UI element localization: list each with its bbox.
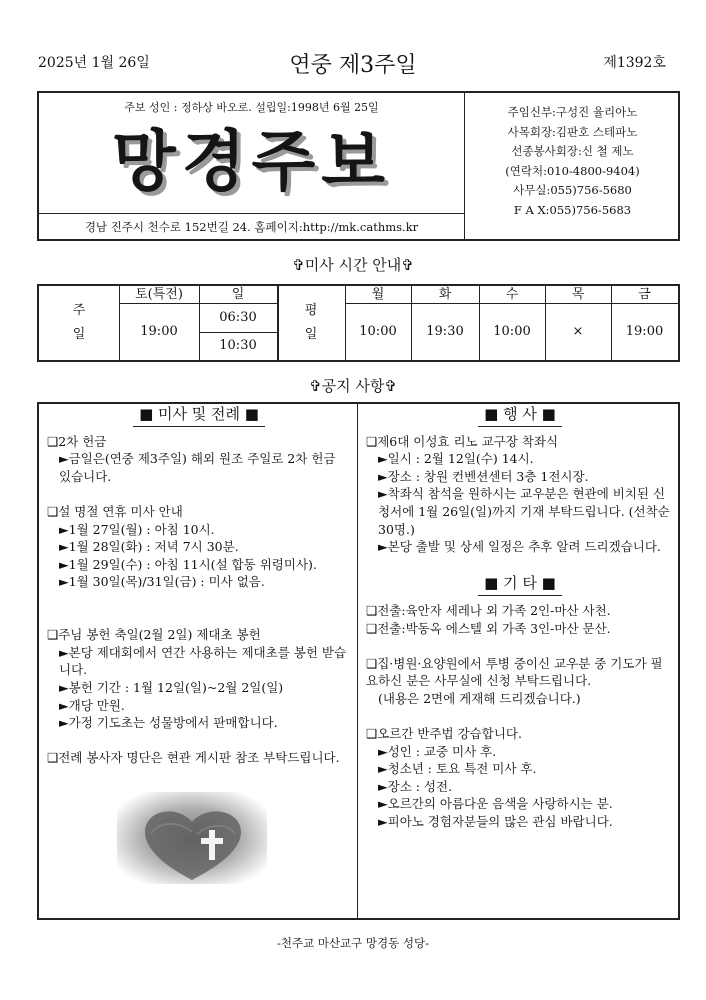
time-thu: × — [572, 324, 584, 339]
list-item: ►본당 제대회에서 연간 사용하는 제대초를 봉헌 받습니다. — [59, 644, 347, 678]
saturday-vigil-label: 토(특전) — [135, 287, 183, 302]
saturday-vigil-time: 19:00 — [140, 324, 178, 339]
list-item: ►성인 : 교중 미사 후. — [378, 743, 497, 759]
events-heading: ■ 행 사 ■ — [478, 406, 562, 427]
masthead — [37, 91, 680, 241]
parish-address: 경남 진주시 천수로 152번길 24. 홈페이지:http://mk.cathms.kr — [39, 213, 464, 240]
list-item: ►청소년 : 토요 특전 미사 후. — [378, 761, 537, 777]
list-item: ►일시 : 2월 12일(수) 14시. — [378, 451, 534, 467]
sunday-label: 주 일 — [72, 303, 86, 342]
notice-box — [37, 402, 680, 920]
weekday-tue: 화 — [438, 287, 452, 302]
block-title: ❑전례 봉사자 명단은 현관 게시판 참조 부탁드립니다. — [47, 750, 340, 766]
list-item: ►가정 기도초는 성물방에서 판매합니다. — [59, 715, 278, 731]
staff-council: 사목회장:김판호 스테파노 — [507, 124, 638, 139]
list-item: ►개당 만원. — [59, 697, 125, 713]
block-title: ❑주님 봉헌 축일(2월 2일) 제대초 봉헌 — [47, 627, 261, 643]
liturgy-heading: ■ 미사 및 전례 ■ — [133, 406, 265, 427]
block-title: ❑오르간 반주법 강습합니다. — [366, 726, 522, 742]
list-item: ►착좌식 참석을 원하시는 교우분은 현관에 비치된 신청서에 1월 26일(일)까지 기재 부탁드립니다. (선착순 30명.) — [378, 486, 670, 537]
liturgy-column — [47, 404, 351, 767]
block-title: ❑설 명절 연휴 미사 안내 — [47, 503, 183, 519]
weekday-wed: 수 — [505, 287, 519, 302]
office-phone: 사무실:055)756-5680 — [513, 183, 632, 198]
bulletin-logo: 망경주보 — [111, 123, 392, 200]
weekday-fri: 금 — [638, 287, 651, 302]
issue-number: 제1392호 — [603, 55, 666, 71]
weekday-thu: 목 — [571, 287, 585, 302]
list-item: ►1월 29일(수) : 아침 11시(설 합동 위령미사). — [59, 556, 317, 572]
staff-funeral: 선종봉사회장:신 철 제노 — [511, 144, 634, 159]
list-item: ►본당 출발 및 상세 일정은 추후 알려 드리겠습니다. — [378, 539, 661, 555]
time-tue: 19:30 — [426, 324, 464, 339]
sunday-col-label: 일 — [231, 287, 245, 302]
time-fri: 19:00 — [625, 324, 664, 339]
block-title: ❑제6대 이성효 리노 교구장 착좌식 — [366, 433, 559, 449]
sunday-time-1: 06:30 — [219, 310, 257, 325]
office-fax: F A X:055)756-5683 — [513, 202, 632, 217]
list-item: ►1월 30일(목)/31일(금) : 미사 없음. — [59, 574, 265, 590]
misc-heading: ■ 기 타 ■ — [478, 575, 562, 596]
staff-pastor: 주임신부:구성진 율리아노 — [507, 105, 638, 119]
parish-footer: -천주교 마산교구 망경동 성당- — [276, 936, 430, 950]
list-item: ►피아노 경험자분들의 많은 관심 바랍니다. — [378, 814, 613, 830]
list-item: ►1월 28일(화) : 저녁 7시 30분. — [59, 539, 239, 555]
heart-cross-image — [117, 792, 267, 884]
patron-founded: 주보 성인 : 정하상 바오로. 설립일:1998년 6월 25일 — [124, 101, 379, 114]
mass-schedule-table — [37, 284, 680, 362]
weekday-mon: 월 — [371, 287, 385, 302]
list-item: ►봉헌 기간 : 1월 12일(일)~2월 2일(일) — [59, 679, 284, 695]
list-item: ►오르간의 아름다운 음색을 사랑하시는 분. — [378, 796, 613, 812]
list-item: ►금일은(연중 제3주일) 해외 원조 주일로 2차 헌금 있습니다. — [59, 451, 336, 484]
events-column — [366, 404, 674, 831]
transfer-notice: ❑전출:육안자 세레나 외 가족 2인-마산 사천. — [366, 602, 611, 618]
weekday-label: 평 일 — [304, 303, 318, 342]
masthead-left — [39, 93, 465, 239]
list-item: ►장소 : 창원 컨벤션센터 3층 1전시장. — [378, 468, 589, 484]
staff-contact: (연락처:010-4800-9404) — [505, 163, 640, 178]
list-item: ►1월 27일(월) : 아침 10시. — [59, 521, 215, 537]
time-mon: 10:00 — [359, 324, 397, 339]
block-title: ❑2차 헌금 — [47, 433, 107, 449]
liturgical-sunday: 연중 제3주일 — [289, 53, 417, 78]
transfer-notice: ❑전출:박동옥 에스텔 외 가족 3인-마산 문산. — [366, 620, 611, 636]
prayer-request-note: (내용은 2면에 게재해 드리겠습니다.) — [378, 690, 581, 706]
sunday-time-2: 10:30 — [219, 338, 257, 353]
prayer-request-notice: ❑집·병원·요양원에서 투병 중이신 교우분 중 기도가 필요하신 분은 사무실에 신청 부탁드립니다. — [366, 655, 663, 689]
notice-title: ✞공지 사항✞ — [309, 377, 397, 395]
staff-info — [467, 103, 678, 221]
mass-time-title: ✞미사 시간 안내✞ — [292, 256, 414, 274]
bulletin-date: 2025년 1월 26일 — [38, 55, 150, 71]
cross-icon — [209, 830, 215, 860]
time-wed: 10:00 — [493, 324, 531, 339]
list-item: ►장소 : 성전. — [378, 778, 453, 794]
